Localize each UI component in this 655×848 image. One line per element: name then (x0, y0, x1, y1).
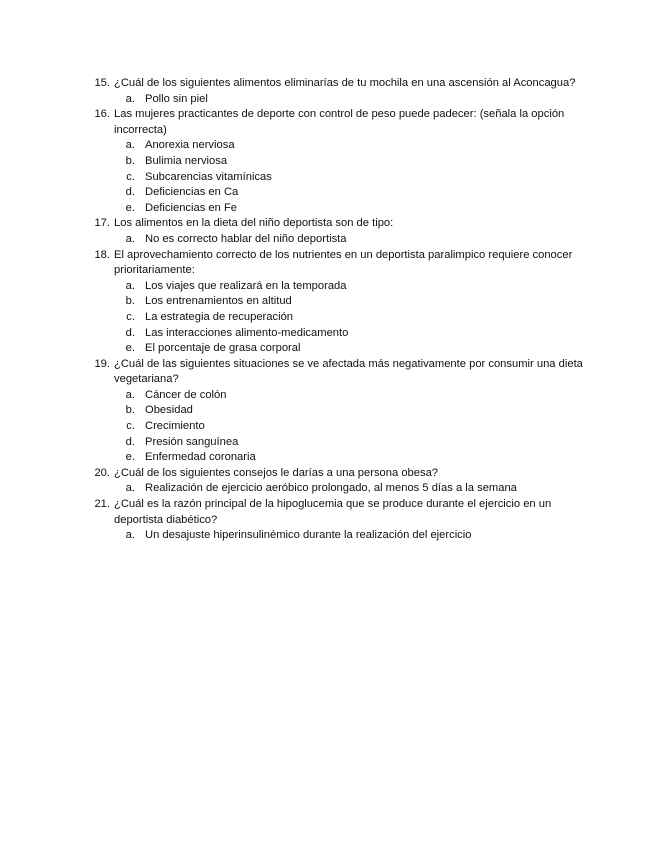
question-18 (0, 248, 655, 357)
option-letter: a. (125, 139, 135, 152)
option-item (0, 310, 655, 326)
option-text: Un desajuste hiperinsulinémico durante la realización del ejercicio (145, 529, 472, 542)
question-number: 17. (94, 217, 110, 230)
option-item (0, 326, 655, 342)
option-item (0, 232, 655, 248)
option-letter: e. (125, 201, 135, 214)
question-text: El aprovechamiento correcto de los nutrientes en un deportista paralimpico requiere conocer prioritariamente: (114, 248, 573, 277)
option-letter: a. (125, 279, 135, 292)
option-letter: e. (125, 451, 135, 464)
option-item (0, 92, 655, 108)
question-19 (0, 357, 655, 466)
options-list (0, 138, 655, 216)
option-letter: d. (125, 326, 135, 339)
option-item (0, 294, 655, 310)
document-page (0, 76, 655, 544)
option-item (0, 279, 655, 295)
option-letter: c. (126, 170, 135, 183)
option-letter: c. (126, 310, 135, 323)
option-text: Obesidad (145, 404, 193, 417)
option-item (0, 388, 655, 404)
option-text: El porcentaje de grasa corporal (145, 342, 301, 355)
option-item (0, 185, 655, 201)
option-letter: a. (125, 388, 135, 401)
question-21 (0, 497, 655, 544)
question-text: ¿Cuál de los siguientes alimentos eliminarías de tu mochila en una ascensión al Aconcagua? (114, 77, 576, 89)
option-text: Realización de ejercicio aeróbico prolongado, al menos 5 días a la semana (145, 482, 517, 495)
option-letter: a. (125, 232, 135, 245)
question-text: Las mujeres practicantes de deporte con control de peso puede padecer: (señala la opción incorrecta) (114, 108, 565, 136)
option-text: Crecimiento (145, 420, 205, 433)
option-text: Enfermedad coronaria (145, 451, 256, 464)
option-text: Cáncer de colón (145, 388, 227, 401)
option-letter: b. (125, 404, 135, 417)
option-letter: e. (125, 342, 135, 355)
option-item (0, 450, 655, 466)
option-letter: a. (125, 482, 135, 495)
option-item (0, 201, 655, 217)
option-text: Los viajes que realizará en la temporada (145, 279, 347, 292)
option-text: Deficiencias en Ca (145, 186, 239, 199)
question-15 (0, 76, 655, 107)
question-text: ¿Cuál es la razón principal de la hipoglucemia que se produce durante el ejercicio en un deportista diabético? (114, 498, 552, 526)
option-letter: a. (125, 92, 135, 105)
option-item (0, 528, 655, 544)
option-text: Presión sanguínea (145, 435, 239, 448)
option-letter: b. (125, 295, 135, 308)
option-text: Bulimia nerviosa (145, 154, 228, 167)
question-number: 15. (94, 77, 110, 89)
question-number: 20. (94, 466, 110, 479)
question-number: 21. (94, 498, 110, 511)
question-number: 18. (94, 248, 110, 261)
option-item (0, 419, 655, 435)
option-text: La estrategia de recuperación (145, 310, 294, 323)
options-list (0, 232, 655, 248)
options-list (0, 388, 655, 466)
question-20 (0, 466, 655, 497)
option-letter: d. (125, 186, 135, 199)
option-item (0, 435, 655, 451)
option-text: No es correcto hablar del niño deportista (145, 232, 347, 245)
question-text: ¿Cuál de los siguientes consejos le darías a una persona obesa? (114, 466, 439, 479)
options-list (0, 528, 655, 544)
option-item (0, 170, 655, 186)
option-item (0, 403, 655, 419)
option-text: Los entrenamientos en altitud (145, 295, 292, 308)
options-list (0, 481, 655, 497)
option-letter: a. (125, 529, 135, 542)
question-text: Los alimentos en la dieta del niño deportista son de tipo: (114, 217, 394, 230)
option-item (0, 138, 655, 154)
question-text: ¿Cuál de las siguientes situaciones se ve afectada más negativamente por consumir una dieta vegetariana? (114, 357, 583, 386)
option-text: Las interacciones alimento-medicamento (145, 326, 349, 339)
option-text: Subcarencias vitamínicas (145, 170, 272, 183)
question-16 (0, 107, 655, 216)
question-number: 19. (94, 357, 110, 370)
options-list (0, 92, 655, 108)
question-number: 16. (94, 108, 110, 121)
option-item (0, 341, 655, 357)
options-list (0, 279, 655, 357)
question-17 (0, 216, 655, 247)
option-text: Deficiencias en Fe (145, 201, 238, 214)
option-text: Pollo sin piel (145, 92, 208, 105)
option-item (0, 154, 655, 170)
option-text: Anorexia nerviosa (145, 139, 235, 152)
option-letter: c. (126, 420, 135, 433)
option-letter: d. (125, 435, 135, 448)
option-letter: b. (125, 154, 135, 167)
option-item (0, 481, 655, 497)
